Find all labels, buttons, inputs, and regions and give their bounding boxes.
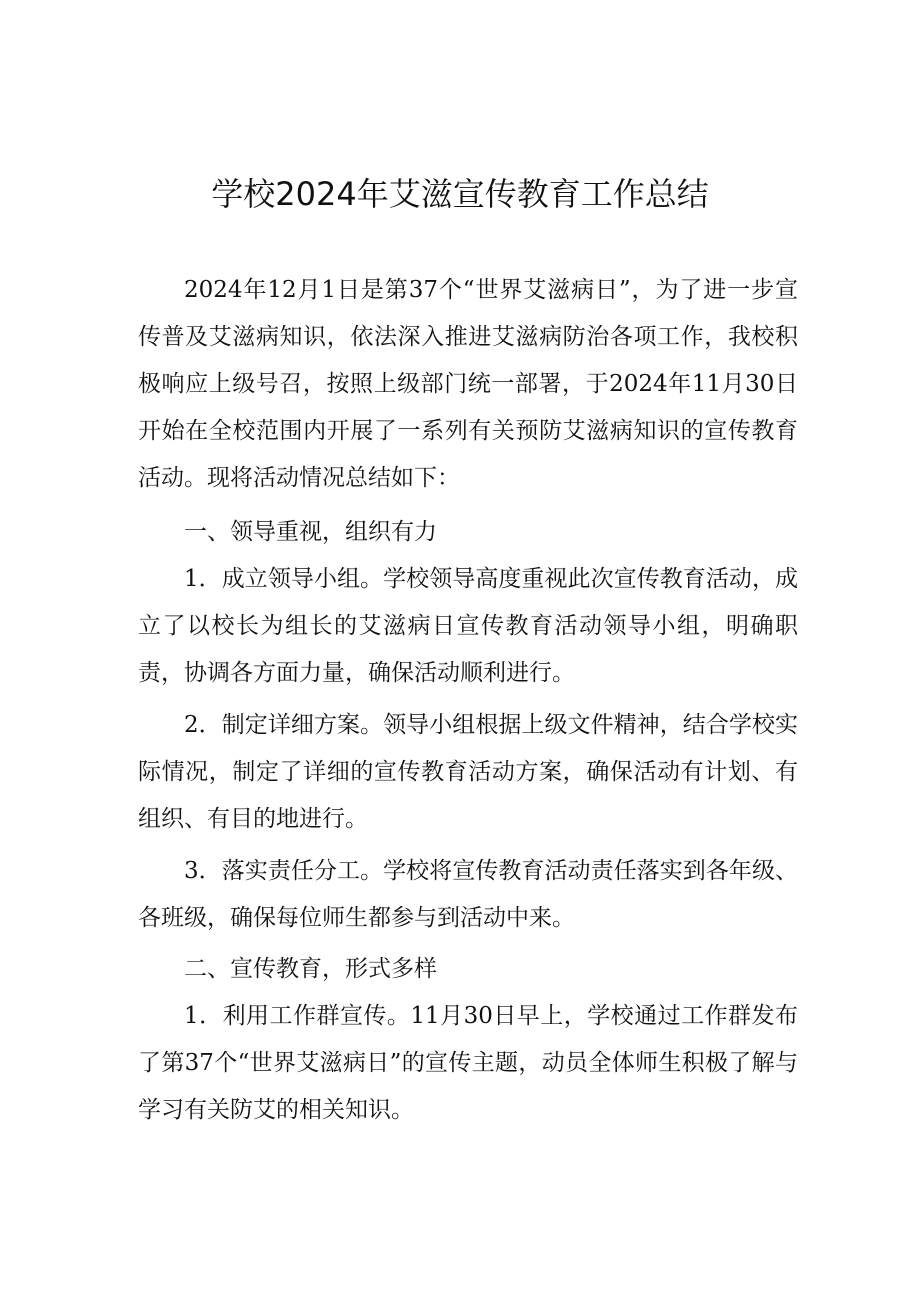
- document-title: 学校2024年艾滋宣传教育工作总结: [211, 175, 709, 213]
- section-1-paragraph-2: 2．制定详细方案。领导小组根据上级文件精神，结合学校实际情况，制定了详细的宣传教育活动方案，确保活动有计划、有组织、有目的地进行。: [138, 712, 798, 832]
- intro-paragraph: 2024年12月1日是第37个“世界艾滋病日”，为了进一步宣传普及艾滋病知识，依法深入推进艾滋病防治各项工作，我校积极响应上级号召，按照上级部门统一部署，于2024年11月30日开始在全校范围内开展了一系列有关预防艾滋病知识的宣传教育活动。现将活动情况总结如下：: [138, 277, 798, 491]
- section-2-paragraph-1: 1．利用工作群宣传。11月30日早上，学校通过工作群发布了第37个“世界艾滋病日”的宣传主题，动员全体师生积极了解与学习有关防艾的相关知识。: [138, 1003, 798, 1123]
- section-1-paragraph-1: 1．成立领导小组。学校领导高度重视此次宣传教育活动，成立了以校长为组长的艾滋病日宣传教育活动领导小组，明确职责，协调各方面力量，确保活动顺利进行。: [138, 566, 798, 686]
- section-heading-leadership: 一、领导重视，组织有力: [184, 519, 437, 545]
- section-heading-publicity: 二、宣传教育，形式多样: [184, 956, 437, 982]
- section-1-paragraph-3: 3．落实责任分工。学校将宣传教育活动责任落实到各年级、各班级，确保每位师生都参与到活动中来。: [138, 858, 798, 931]
